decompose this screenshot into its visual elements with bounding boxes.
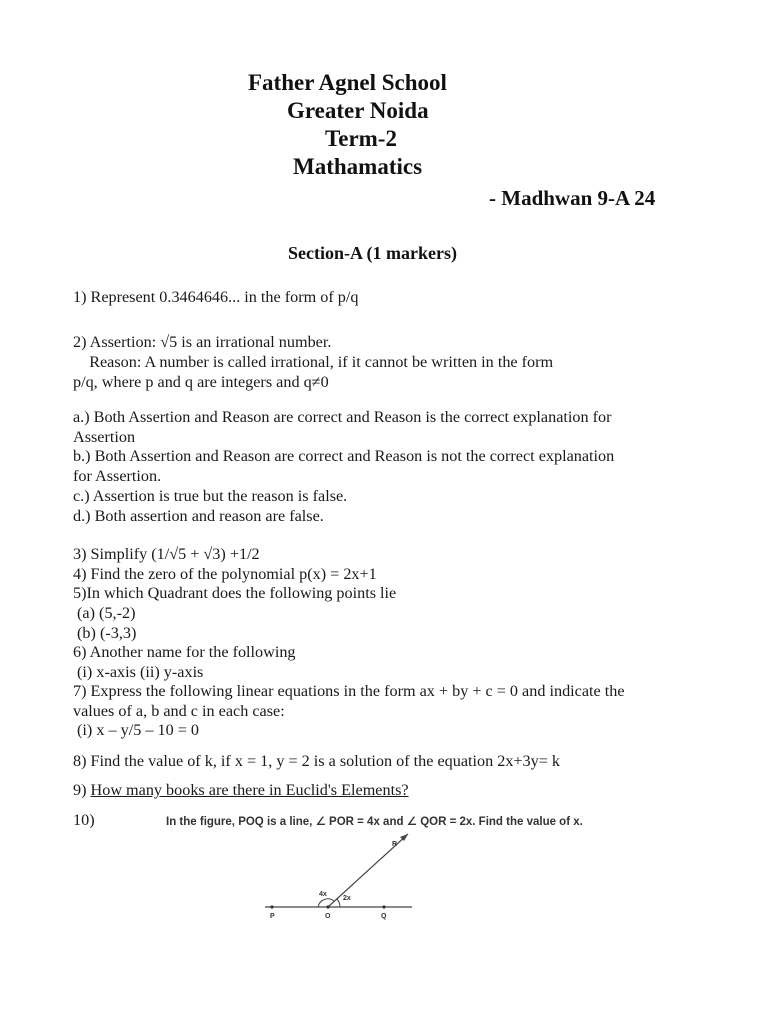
question-9 [73, 781, 409, 800]
subject-title: Mathamatics [293, 154, 423, 179]
option-b-line-2: for Assertion. [73, 467, 162, 485]
question-9-text: How many books are there in Euclid's Elements? [90, 781, 409, 799]
label-q: Q [381, 913, 387, 920]
term-title: Term-2 [325, 126, 397, 151]
question-2-reason-line-2: p/q, where p and q are integers and q≠0 [73, 373, 329, 391]
question-5-part-a: (a) (5,-2) [73, 604, 136, 622]
city-name: Greater Noida [287, 98, 429, 123]
label-4x: 4x [319, 891, 327, 898]
angle-arc-2x [337, 899, 340, 907]
question-6: 6) Another name for the following [73, 643, 296, 661]
question-2-assertion: 2) Assertion: √5 is an irrational number. [73, 333, 332, 351]
question-7-line-2: values of a, b and c in each case: [73, 702, 285, 720]
option-c: c.) Assertion is true but the reason is false. [73, 487, 348, 505]
point-o [326, 905, 329, 908]
question-9-number: 9) [73, 781, 91, 799]
option-a-line-1: a.) Both Assertion and Reason are correct and Reason is the correct explanation for [73, 408, 612, 426]
question-6-parts: (i) x-axis (ii) y-axis [73, 663, 204, 681]
question-7-line-1: 7) Express the following linear equations in the form ax + by + c = 0 and indicate the [73, 682, 625, 700]
option-a-line-2: Assertion [73, 428, 136, 446]
question-10-number: 10) [73, 811, 95, 829]
angle-figure [262, 830, 422, 920]
author-line: - Madhwan 9-A 24 [489, 186, 656, 210]
label-p: P [270, 913, 275, 920]
question-1: 1) Represent 0.3464646... in the form of p/q [73, 288, 359, 306]
question-5: 5)In which Quadrant does the following points lie [73, 584, 397, 602]
label-r: R [392, 841, 398, 848]
option-d: d.) Both assertion and reason are false. [73, 507, 324, 525]
question-3: 3) Simplify (1/√5 + √3) +1/2 [73, 545, 260, 563]
question-5-part-b: (b) (-3,3) [73, 624, 137, 642]
school-name: Father Agnel School [248, 70, 447, 95]
section-heading: Section-A (1 markers) [288, 243, 457, 263]
question-4: 4) Find the zero of the polynomial p(x) = 2x+1 [73, 565, 377, 583]
point-p [270, 905, 273, 908]
question-8: 8) Find the value of k, if x = 1, y = 2 is a solution of the equation 2x+3y= k [73, 752, 561, 770]
label-2x: 2x [343, 895, 351, 902]
option-b-line-1: b.) Both Assertion and Reason are correct and Reason is not the correct explanation [73, 447, 615, 465]
point-q [382, 905, 385, 908]
label-o: O [325, 913, 331, 920]
question-2-reason-line-1: Reason: A number is called irrational, if it cannot be written in the form [73, 353, 554, 371]
figure-caption: In the figure, POQ is a line, ∠ POR = 4x and ∠ QOR = 2x. Find the value of x. [166, 816, 583, 828]
question-7-part-i: (i) x – y/5 – 10 = 0 [73, 721, 200, 739]
